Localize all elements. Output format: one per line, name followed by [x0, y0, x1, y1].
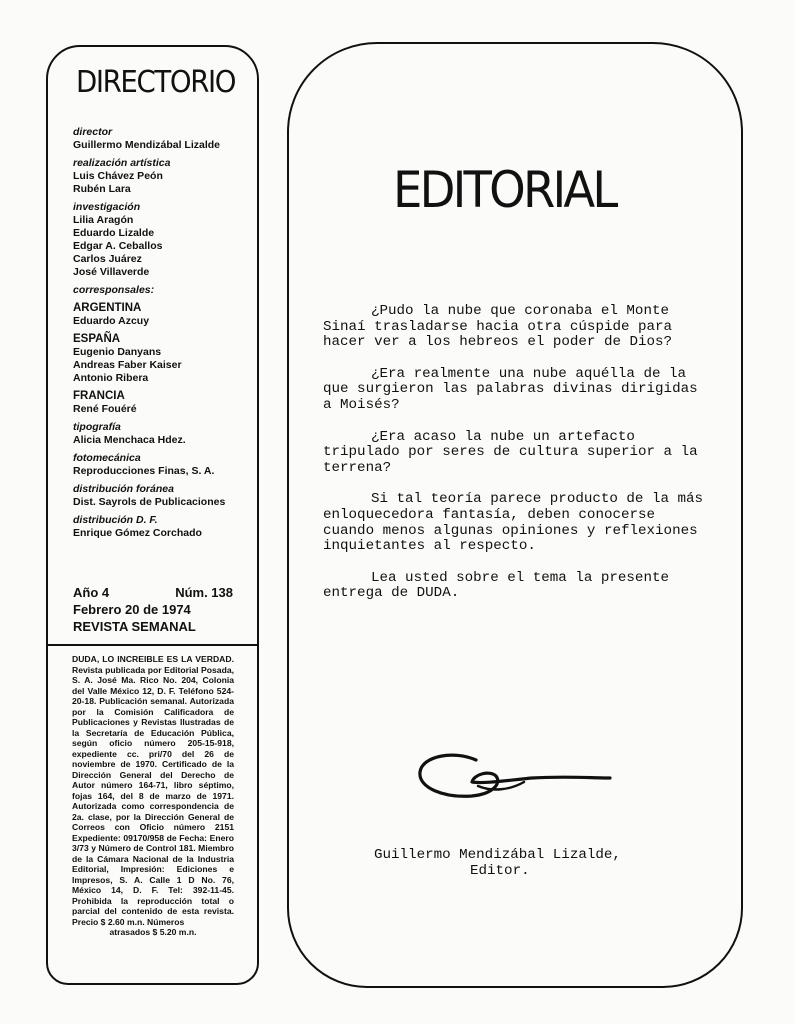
staff-group-investigacion [73, 200, 258, 279]
signer-name: Guillermo Mendizábal Lizalde, [374, 847, 621, 863]
staff-person: José Villaverde [73, 266, 150, 278]
staff-role: realización artística [73, 157, 171, 169]
signer-block [374, 847, 674, 879]
staff-person: Eduardo Azcuy [73, 315, 150, 327]
staff-role: director [73, 126, 113, 138]
staff-group-corresponsales [73, 283, 258, 297]
legal-text: DUDA, LO INCREIBLE ES LA VERDAD. Revista publicada por Editorial Posada, S. A. José Ma. Rico No. 204, Colonia del Valle México 12, D. F. Teléfono 524-20-18. Publicación semanal. Autorizada por la Comisión Calificadora de Publicaciones y Revistas Ilustradas de la Secretaría de Educación Pública, según oficio número 205-15-918, expediente cc. pri/70 del 26 de noviembre de 1970. Certificado de la Dirección General del Derecho de Autor número 164-71, libro séptimo, fojas 164, del 8 de marzo de 1971. Autorizada como correspondencia de 2a. clase, por la Dirección General de Correos con Oficio número 2151 Expediente: 09170/958 de Fecha: Enero 3/73 y Número de Control 181. Miembro de la Cámara Nacional de la Industria Editorial, Impresión: Ediciones e Impresos, S. A. Calle 1 D No. 76, México 14, D. F. Tel: 392-11-45. Prohibida la reproducción total o parcial del contenido de esta revista. [72, 654, 234, 916]
issue-frequency: REVISTA SEMANAL [73, 619, 196, 634]
staff-person: Enrique Gómez Corchado [73, 527, 202, 539]
editorial-body [323, 304, 713, 618]
staff-person: Carlos Juárez [73, 253, 142, 265]
staff-group-director [73, 125, 258, 152]
legal-notice [72, 654, 234, 938]
back-issues-price: atrasados $ 5.20 m.n. [109, 927, 197, 937]
price-text: Precio $ 2.60 m.n. Números [72, 916, 185, 927]
staff-person: Reproducciones Finas, S. A. [73, 465, 215, 477]
staff-role: distribución foránea [73, 483, 174, 495]
staff-person: Edgar A. Ceballos [73, 240, 163, 252]
issue-info [73, 584, 233, 635]
staff-role: tipografía [73, 421, 121, 433]
staff-group-realizacion [73, 156, 258, 196]
editorial-paragraph: ¿Era acaso la nube un artefacto tripulado por seres de cultura superior a la terrena? [323, 428, 698, 476]
staff-list [73, 125, 258, 544]
staff-person: Eduardo Lizalde [73, 227, 155, 239]
staff-role: fotomecánica [73, 452, 141, 464]
editorial-paragraph: Lea usted sobre el tema la presente entrega de DUDA. [323, 569, 669, 602]
staff-person: Rubén Lara [73, 183, 131, 195]
editor-signature [414, 752, 619, 806]
country-name: ARGENTINA [73, 302, 142, 314]
directorio-panel [46, 45, 259, 985]
staff-person: Alicia Menchaca Hdez. [73, 434, 186, 446]
staff-person: Antonio Ribera [73, 372, 149, 384]
staff-person: Luis Chávez Peón [73, 170, 163, 182]
staff-role: investigación [73, 201, 141, 213]
staff-person: Guillermo Mendizábal Lizalde [73, 139, 221, 151]
staff-group-distribucion-foranea [73, 482, 258, 509]
country-francia [73, 389, 258, 416]
issue-date: Febrero 20 de 1974 [73, 602, 191, 617]
staff-group-tipografia [73, 420, 258, 447]
directorio-divider [48, 644, 257, 646]
staff-role: distribución D. F. [73, 514, 158, 526]
editorial-paragraph: ¿Pudo la nube que coronaba el Monte Sinaí trasladarse hacia otra cúspide para hacer ver a los hebreos el poder de Dios? [323, 303, 673, 351]
staff-person: Eugenio Danyans [73, 346, 162, 358]
staff-person: Dist. Sayrols de Publicaciones [73, 496, 226, 508]
staff-person: René Fouéré [73, 403, 137, 415]
editorial-paragraph: ¿Era realmente una nube aquélla de la que surgieron las palabras divinas dirigidas a Moisés? [323, 365, 698, 413]
staff-person: Andreas Faber Kaiser [73, 359, 182, 371]
country-name: ESPAÑA [73, 333, 121, 345]
staff-person: Lilia Aragón [73, 214, 134, 226]
staff-group-distribucion-df [73, 513, 258, 540]
issue-row [73, 584, 233, 601]
signer-role: Editor. [470, 863, 530, 879]
staff-role: corresponsales: [73, 284, 155, 296]
editorial-paragraph: Si tal teoría parece producto de la más enloquecedora fantasía, deben conocerse cuando menos algunas opiniones y reflexiones inquietantes al respecto. [323, 491, 704, 555]
country-name: FRANCIA [73, 390, 125, 402]
editorial-title: EDITORIAL [393, 161, 616, 219]
issue-year: Año 4 [73, 585, 110, 600]
directorio-title: DIRECTORIO [76, 65, 236, 100]
issue-number: Núm. 138 [175, 585, 233, 600]
country-espana [73, 332, 258, 385]
country-argentina [73, 301, 258, 328]
staff-group-fotomecanica [73, 451, 258, 478]
